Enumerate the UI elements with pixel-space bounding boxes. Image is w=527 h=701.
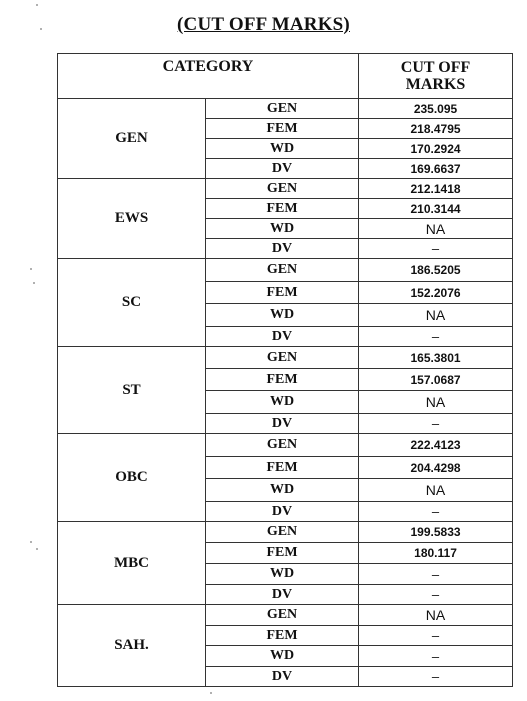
subcategory-cell: FEM — [206, 369, 359, 391]
subcategory-cell: WD — [206, 139, 359, 159]
subcategory-cell: DV — [206, 327, 359, 347]
subcategory-cell: FEM — [206, 626, 359, 646]
subcategory-cell: FEM — [206, 457, 359, 479]
subcategory-cell: DV — [206, 667, 359, 687]
subcategory-cell: DV — [206, 502, 359, 522]
cutoff-value-cell: 186.5205 — [359, 259, 513, 282]
subcategory-cell: GEN — [206, 259, 359, 282]
subcategory-cell: WD — [206, 304, 359, 327]
subcategory-cell: FEM — [206, 199, 359, 219]
subcategory-cell: GEN — [206, 179, 359, 199]
cutoff-value-cell: NA — [359, 304, 513, 327]
table-row — [58, 347, 513, 369]
table-row — [58, 179, 513, 199]
cutoff-value-cell: 169.6637 — [359, 159, 513, 179]
cutoff-header-line1: CUT OFF — [400, 59, 471, 76]
subcategory-cell: WD — [206, 564, 359, 585]
table-row — [58, 259, 513, 282]
subcategory-cell: WD — [206, 391, 359, 414]
scan-speck — [30, 268, 32, 270]
category-cell: ST — [58, 347, 206, 434]
cutoff-header-line2: MARKS — [405, 76, 466, 93]
cutoff-value-cell: 204.4298 — [359, 457, 513, 479]
table-body — [58, 99, 513, 687]
cutoff-marks-table — [57, 53, 513, 687]
cutoff-value-cell: – — [359, 502, 513, 522]
subcategory-cell: FEM — [206, 543, 359, 564]
category-cell: OBC — [58, 434, 206, 522]
cutoff-value-cell: – — [359, 564, 513, 585]
category-cell: GEN — [58, 99, 206, 179]
subcategory-cell: WD — [206, 646, 359, 667]
table-row — [58, 605, 513, 626]
header-row — [58, 54, 513, 99]
cutoff-value-cell: – — [359, 585, 513, 605]
cutoff-value-cell: – — [359, 626, 513, 646]
cutoff-value-cell: 199.5833 — [359, 522, 513, 543]
cutoff-value-cell: NA — [359, 219, 513, 239]
cutoff-value-cell: NA — [359, 479, 513, 502]
table-row — [58, 99, 513, 119]
scan-speck — [33, 282, 35, 284]
scan-speck — [36, 4, 38, 6]
cutoff-value-cell: – — [359, 646, 513, 667]
table-row — [58, 434, 513, 457]
cutoff-value-cell: – — [359, 239, 513, 259]
scan-speck — [36, 548, 38, 550]
category-cell: MBC — [58, 522, 206, 605]
cutoff-value-cell: 218.4795 — [359, 119, 513, 139]
subcategory-cell: DV — [206, 159, 359, 179]
scan-speck — [30, 541, 32, 543]
cutoff-value-cell: 157.0687 — [359, 369, 513, 391]
subcategory-cell: WD — [206, 219, 359, 239]
category-cell: EWS — [58, 179, 206, 259]
subcategory-cell: WD — [206, 479, 359, 502]
subcategory-cell: GEN — [206, 347, 359, 369]
category-cell: SAH. — [58, 605, 206, 687]
scan-speck — [210, 692, 212, 694]
cutoff-value-cell: – — [359, 327, 513, 347]
cutoff-value-cell: 170.2924 — [359, 139, 513, 159]
cutoff-value-cell: – — [359, 414, 513, 434]
cutoff-value-cell: NA — [359, 605, 513, 626]
cutoff-value-cell: 222.4123 — [359, 434, 513, 457]
cutoff-value-cell: 152.2076 — [359, 282, 513, 304]
cutoff-value-cell: 180.117 — [359, 543, 513, 564]
category-cell: SC — [58, 259, 206, 347]
subcategory-cell: GEN — [206, 522, 359, 543]
subcategory-cell: FEM — [206, 282, 359, 304]
subcategory-cell: FEM — [206, 119, 359, 139]
cutoff-value-cell: 165.3801 — [359, 347, 513, 369]
subcategory-cell: DV — [206, 414, 359, 434]
cutoff-value-cell: – — [359, 667, 513, 687]
cutoff-value-cell: 235.095 — [359, 99, 513, 119]
table-row — [58, 522, 513, 543]
subcategory-cell: DV — [206, 585, 359, 605]
scan-speck — [40, 28, 42, 30]
cutoff-value-cell: 212.1418 — [359, 179, 513, 199]
subcategory-cell: DV — [206, 239, 359, 259]
category-header: CATEGORY — [58, 54, 359, 99]
subcategory-cell: GEN — [206, 99, 359, 119]
page-title: (CUT OFF MARKS) — [177, 14, 350, 35]
cutoff-value-cell: 210.3144 — [359, 199, 513, 219]
subcategory-cell: GEN — [206, 605, 359, 626]
cutoff-marks-header — [359, 54, 513, 99]
cutoff-value-cell: NA — [359, 391, 513, 414]
subcategory-cell: GEN — [206, 434, 359, 457]
